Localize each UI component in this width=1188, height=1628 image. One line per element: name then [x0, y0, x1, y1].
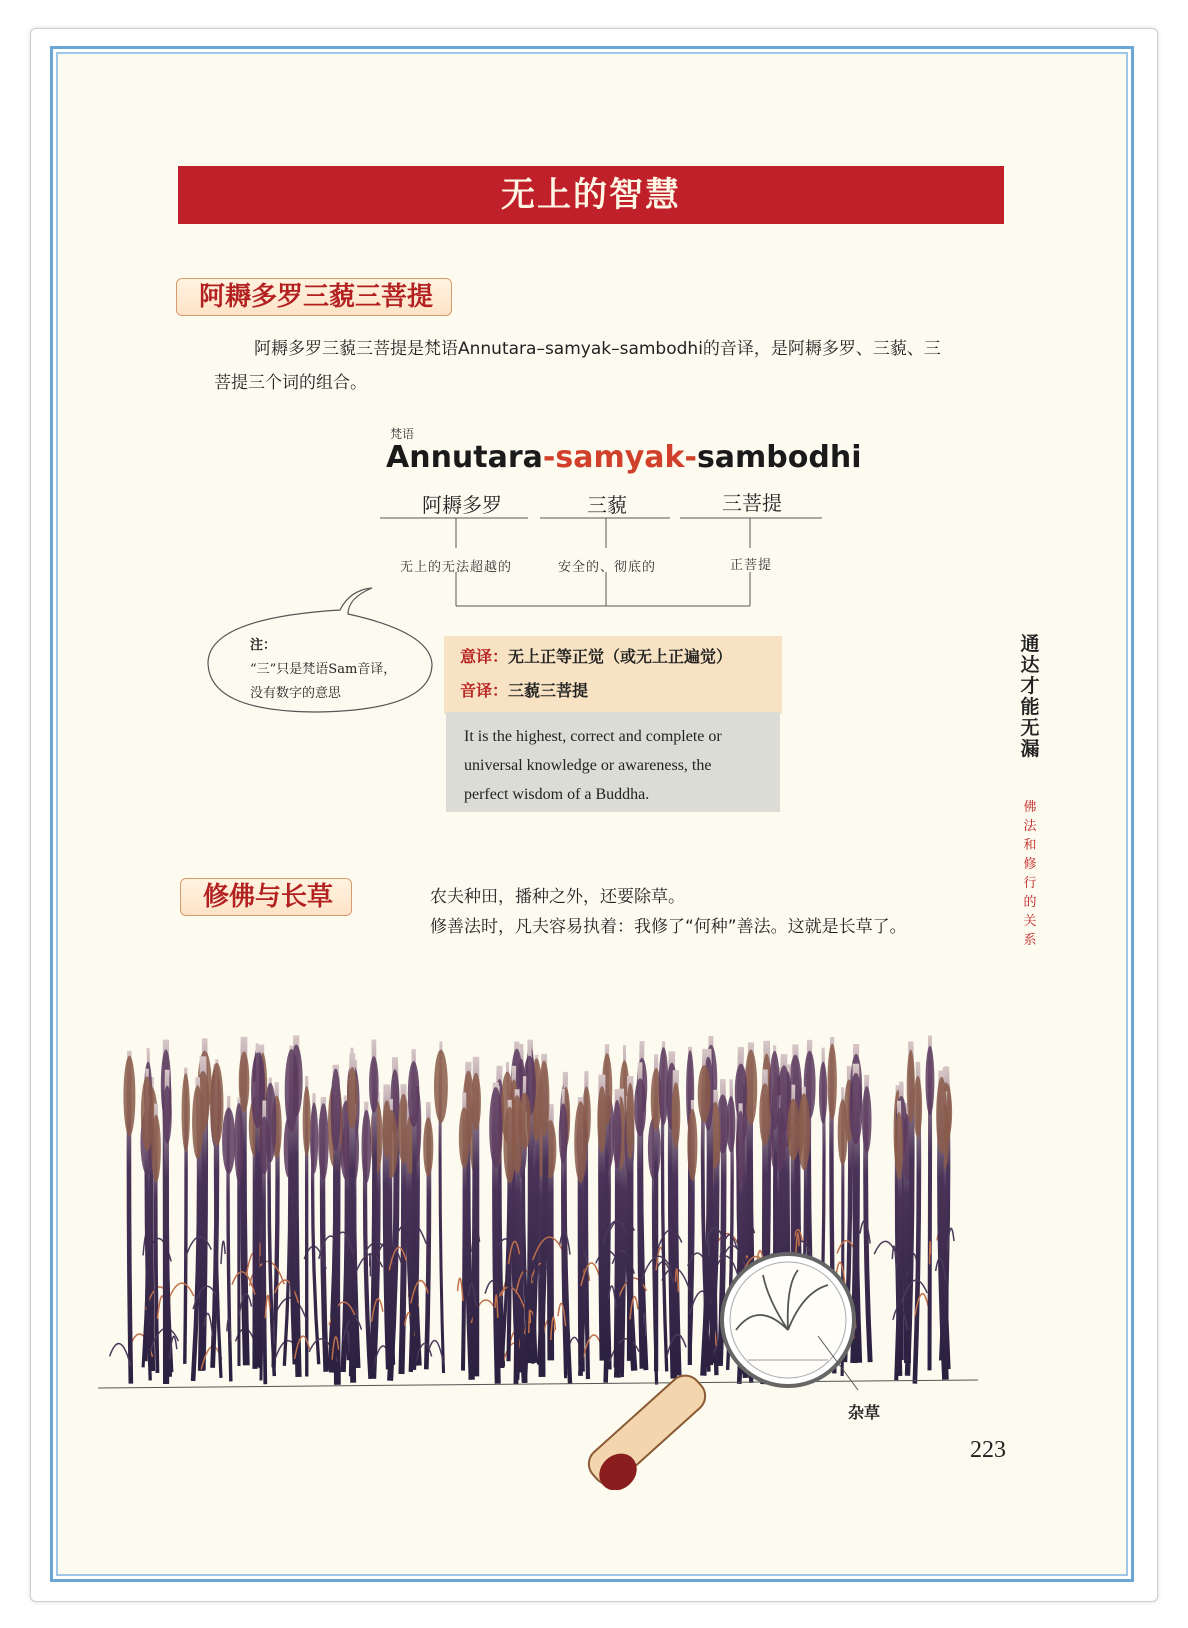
crop-head: [925, 1046, 934, 1115]
crop-head: [736, 1111, 745, 1187]
crop-head: [408, 1061, 420, 1127]
free-translation-value: 无上正等正觉（或无上正遍觉）: [508, 647, 733, 666]
crop-head: [331, 1068, 341, 1151]
section-heading-anuttara: 阿耨多罗三藐三菩提: [176, 278, 452, 316]
crop-leaf: [166, 1283, 194, 1306]
sanskrit-part-1: Annutara: [386, 440, 543, 475]
crop-head: [769, 1051, 780, 1130]
crop-head: [787, 1099, 799, 1161]
crop-head: [597, 1086, 606, 1153]
crop-head: [234, 1103, 243, 1182]
side-chapter-title: 通达才能无漏: [1020, 633, 1040, 760]
crop-head: [574, 1101, 587, 1183]
page-number: 223: [970, 1437, 1006, 1463]
free-translation-row: [460, 644, 732, 667]
sanskrit-part-3: sambodhi: [696, 440, 862, 475]
part-label-samyak: 三藐: [587, 493, 627, 517]
crop-head: [626, 1083, 634, 1159]
section1-paragraph-line2: 菩提三个词的组合。: [214, 373, 367, 393]
part-meaning-sambodhi: 正菩提: [730, 558, 773, 573]
section1-paragraph-line1: 阿耨多罗三藐三菩提是梵语Annutara–samyak–sambodhi的音译，是阿耨多罗、三藐、三: [254, 339, 941, 359]
crop-head: [503, 1107, 516, 1183]
crop-head: [210, 1063, 223, 1146]
crop-head: [907, 1050, 915, 1123]
english-line1: It is the highest, correct and complete or: [464, 728, 722, 745]
weed-label: 杂草: [848, 1403, 881, 1422]
crop-head: [318, 1103, 328, 1180]
transliteration-value: 三藐三菩提: [508, 681, 589, 700]
crop-head: [659, 1047, 669, 1125]
part-label-anuttara: 阿耨多罗: [422, 493, 502, 517]
crop-head: [163, 1086, 172, 1144]
crop-leaf: [221, 1241, 225, 1264]
crop-leaf: [370, 1253, 371, 1276]
crop-head: [936, 1077, 947, 1154]
section2-line2: 修善法时，凡夫容易执着：我修了“何种”善法。这就是长草了。: [430, 917, 907, 937]
crop-head: [518, 1093, 531, 1150]
crop-head: [798, 1093, 810, 1170]
crop-head: [687, 1109, 697, 1181]
transliteration-label: 音译：: [460, 681, 509, 700]
sanskrit-part-2: -samyak-: [542, 440, 697, 475]
note-line1: “三”只是梵语Sam音译，: [250, 662, 397, 677]
free-translation-label: 意译：: [460, 647, 509, 666]
section-heading-weeds: 修佛与长草: [180, 878, 352, 916]
page-title: 无上的智慧: [178, 166, 1004, 224]
note-line2: 没有数字的意思: [250, 686, 342, 701]
crop-head: [827, 1044, 836, 1121]
crop-head: [182, 1073, 190, 1152]
crop-head: [634, 1078, 646, 1136]
english-definition-box: [446, 712, 780, 812]
crop-head: [559, 1103, 568, 1164]
crop-leaf: [716, 1256, 739, 1279]
crop-head: [489, 1087, 502, 1168]
note-content: [250, 634, 396, 706]
crop-head: [895, 1112, 904, 1179]
english-line2: universal knowledge or awareness, the: [464, 757, 712, 774]
crop-head: [369, 1056, 379, 1113]
crop-head: [671, 1082, 680, 1148]
crop-head: [423, 1117, 433, 1176]
crop-head: [613, 1100, 622, 1168]
section2-line1: 农夫种田，播种之外，还要除草。: [430, 887, 685, 907]
crop-head: [819, 1062, 827, 1124]
crop-head: [382, 1100, 391, 1159]
transliteration-row: [460, 678, 588, 701]
crop-head: [362, 1110, 372, 1183]
crop-head: [347, 1067, 357, 1129]
sanskrit-word: [386, 440, 862, 475]
part-meaning-samyak: 安全的、彻底的: [558, 560, 657, 575]
sanskrit-tag: 梵语: [390, 427, 415, 441]
note-label: 注：: [250, 638, 277, 653]
crop-head: [759, 1083, 770, 1146]
crop-head: [862, 1086, 872, 1153]
crop-leaf: [110, 1344, 131, 1367]
crop-head: [310, 1103, 318, 1174]
crop-head: [471, 1073, 481, 1131]
crop-head: [698, 1065, 711, 1122]
part-meaning-anuttara: 无上的无法超越的: [400, 560, 513, 575]
crop-head: [222, 1108, 235, 1174]
crop-head: [123, 1056, 135, 1136]
crop-head: [192, 1085, 203, 1159]
side-chapter-subtitle: 佛法和修行的关系: [1023, 800, 1037, 948]
crop-head: [303, 1086, 311, 1156]
crop-head: [434, 1050, 448, 1123]
english-line3: perfect wisdom of a Buddha.: [464, 786, 650, 803]
crop-head: [459, 1107, 470, 1168]
crop-leaf: [274, 1321, 275, 1344]
crop-head: [259, 1116, 269, 1174]
part-label-sambodhi: 三菩提: [722, 491, 782, 515]
crop-head: [285, 1049, 299, 1132]
crop-head: [141, 1076, 154, 1151]
crop-head: [849, 1073, 862, 1144]
